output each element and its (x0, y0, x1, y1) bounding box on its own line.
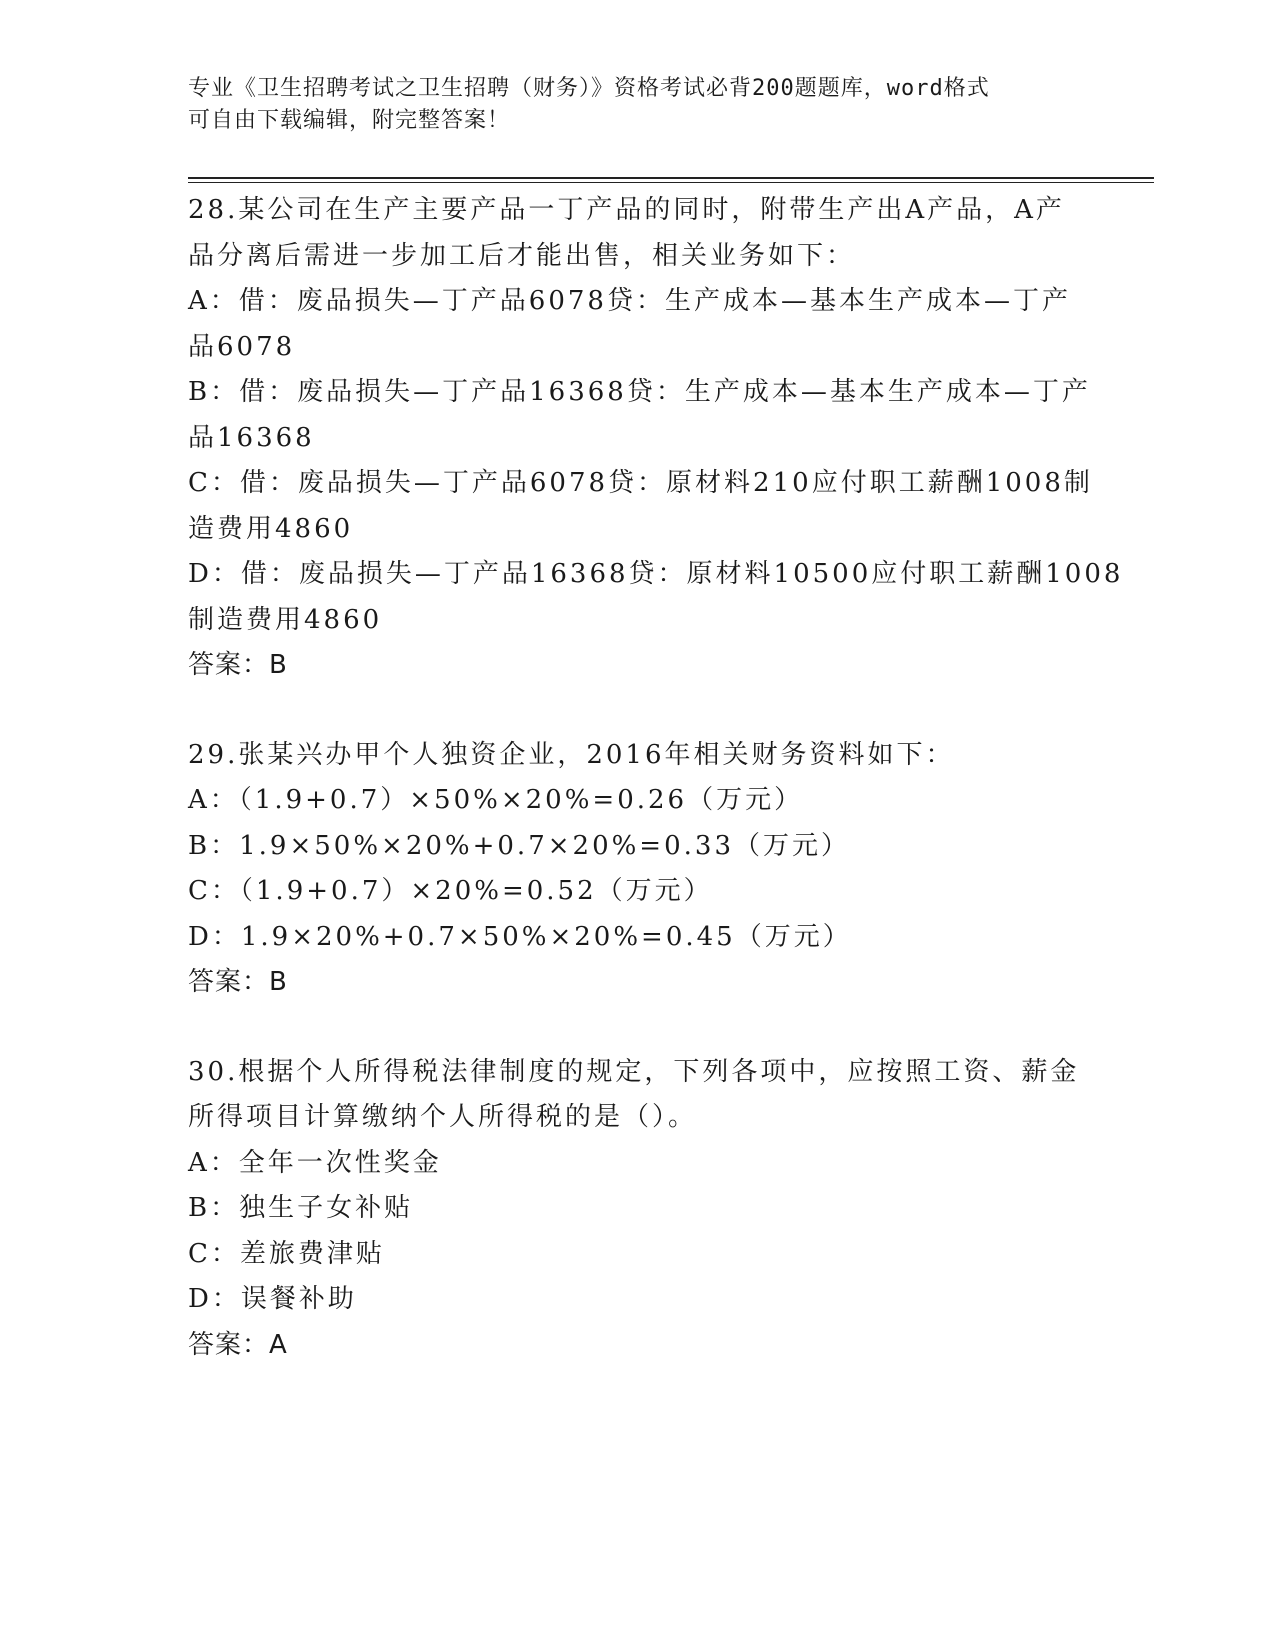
option-b-line: B：借：废品损失—丁产品16368贷：生产成本—基本生产成本—丁产 (188, 377, 1091, 407)
option-c-line: C：借：废品损失—丁产品6078贷：原材料210应付职工薪酬1008制 (188, 468, 1093, 498)
answer-label: 答案：B (188, 967, 288, 997)
option-b-line: 品16368 (188, 422, 315, 453)
option-b-line: B：1.9×50%×20%+0.7×20%=0.33（万元） (188, 830, 850, 861)
answer-label: 答案：B (188, 650, 288, 680)
option-c-line: C：（1.9+0.7）×20%=0.52（万元） (188, 876, 713, 906)
option-b-line: B：独生子女补贴 (188, 1193, 414, 1223)
question-28 (188, 188, 1124, 689)
answer-label: 答案：A (188, 1329, 288, 1360)
question-stem-line: 品分离后需进一步加工后才能出售，相关业务如下： (188, 240, 856, 271)
option-d-line: D：误餐补助 (188, 1284, 357, 1314)
header-line-1: 专业《卫生招聘考试之卫生招聘（财务）》资格考试必背200题题库，word格式 (188, 76, 990, 101)
option-a-line: 品6078 (188, 331, 296, 362)
document-header (188, 73, 1088, 137)
option-a-line: A：借：废品损失—丁产品6078贷：生产成本—基本生产成本—丁产 (188, 286, 1071, 316)
header-divider-thin (188, 182, 1154, 183)
option-c-line: C：差旅费津贴 (188, 1238, 385, 1269)
option-a-line: A：（1.9+0.7）×50%×20%=0.26（万元） (188, 785, 804, 815)
option-a-line: A：全年一次性奖金 (188, 1147, 442, 1178)
question-29 (188, 733, 1108, 1006)
header-line-2: 可自由下载编辑，附完整答案！ (188, 108, 511, 133)
header-divider-thick (188, 177, 1154, 179)
option-d-line: D：1.9×20%+0.7×50%×20%=0.45（万元） (188, 921, 852, 952)
question-stem-line: 30.根据个人所得税法律制度的规定，下列各项中，应按照工资、薪金 (188, 1056, 1080, 1087)
question-30 (188, 1050, 1108, 1369)
question-list (188, 188, 1124, 1412)
option-d-line: D：借：废品损失—丁产品16368贷：原材料10500应付职工薪酬1008 (188, 559, 1124, 589)
question-stem-line: 所得项目计算缴纳个人所得税的是（）。 (188, 1102, 698, 1132)
question-stem-line: 29.张某兴办甲个人独资企业，2016年相关财务资料如下： (188, 739, 955, 770)
option-d-line: 制造费用4860 (188, 604, 383, 635)
option-c-line: 造费用4860 (188, 513, 354, 544)
question-stem-line: 28.某公司在生产主要产品一丁产品的同时，附带生产出A产品，A产 (188, 195, 1065, 225)
